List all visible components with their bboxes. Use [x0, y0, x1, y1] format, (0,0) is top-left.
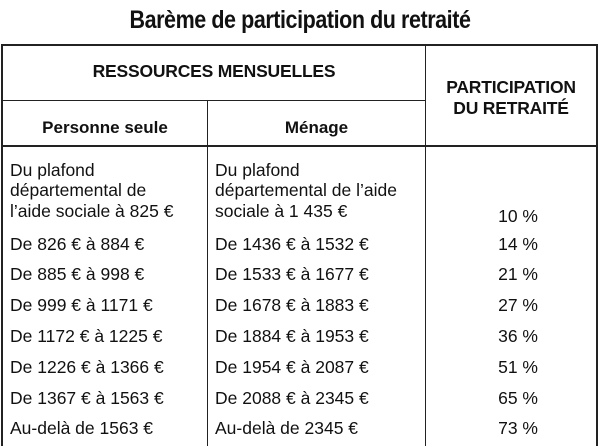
header-participation-line1: PARTICIPATION [446, 77, 576, 97]
table-cell-household: De 1533 € à 1677 € [215, 264, 369, 284]
table-cell-single: l’aide sociale à 825 € [10, 201, 174, 221]
table-cell-participation: 36 % [498, 326, 538, 346]
table-cell-single: De 999 € à 1171 € [10, 295, 153, 315]
header-participation-line2: DU RETRAITÉ [453, 98, 569, 118]
page-title: Barème de participation du retraité [129, 6, 471, 34]
participation-table [1, 44, 598, 446]
table-cell-household: Du plafond [215, 160, 300, 180]
table-cell-single: Au-delà de 1563 € [10, 418, 154, 438]
table-cell-single: De 826 € à 884 € [10, 234, 145, 254]
table-border-left [1, 44, 3, 446]
table-cell-participation: 27 % [498, 295, 538, 315]
table-cell-household: De 1678 € à 1883 € [215, 295, 369, 315]
table-cell-single: départemental de [10, 180, 147, 200]
header-bottom-divider [1, 145, 598, 147]
table-cell-single: De 1172 € à 1225 € [10, 326, 163, 346]
table-cell-single: De 885 € à 998 € [10, 264, 145, 284]
table-cell-participation: 10 % [498, 206, 538, 226]
table-cell-household: De 1884 € à 1953 € [215, 326, 369, 346]
table-cell-household: Au-delà de 2345 € [215, 418, 359, 438]
header-resources: RESSOURCES MENSUELLES [92, 61, 336, 81]
table-cell-household: De 2088 € à 2345 € [215, 388, 369, 408]
table-cell-single: De 1367 € à 1563 € [10, 388, 164, 408]
table-border-top [1, 44, 598, 46]
header-single: Personne seule [42, 118, 168, 137]
resources-subheader-divider [1, 100, 426, 101]
table-cell-household: départemental de l’aide [215, 180, 397, 200]
table-cell-household: De 1436 € à 1532 € [215, 234, 369, 254]
column-divider-1 [207, 100, 208, 446]
table-cell-participation: 51 % [498, 357, 538, 377]
header-household: Ménage [284, 118, 349, 137]
table-cell-participation: 65 % [498, 388, 538, 408]
table-cell-household: De 1954 € à 2087 € [215, 357, 369, 377]
table-cell-single: De 1226 € à 1366 € [10, 357, 164, 377]
table-border-right [596, 44, 598, 446]
table-cell-household: sociale à 1 435 € [215, 201, 348, 221]
table-cell-participation: 14 % [498, 234, 538, 254]
table-cell-single: Du plafond [10, 160, 95, 180]
table-cell-participation: 21 % [498, 264, 538, 284]
table-cell-participation: 73 % [498, 418, 538, 438]
